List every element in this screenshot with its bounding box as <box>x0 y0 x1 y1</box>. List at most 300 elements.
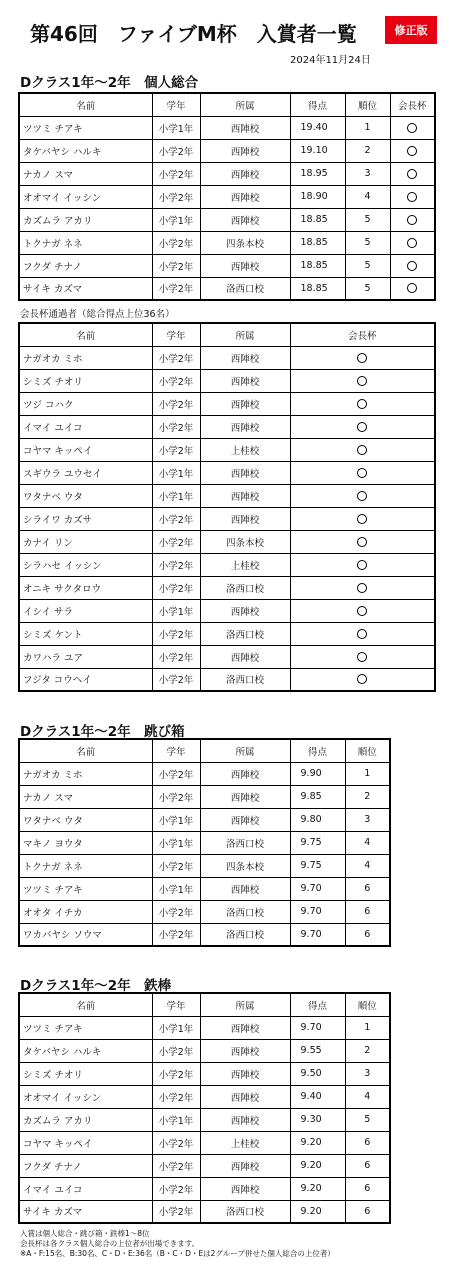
name-cell: ツジ コハク <box>19 392 152 415</box>
table-row <box>19 1177 390 1200</box>
overall-table-header <box>19 93 435 116</box>
grade-cell: 小学2年 <box>152 1085 200 1108</box>
table-row <box>19 553 435 576</box>
score-cell: 9.85 <box>290 785 345 808</box>
rank-cell: 2 <box>345 139 390 162</box>
club-cell: 西陣校 <box>200 139 290 162</box>
name-cell: ナガオカ ミホ <box>19 762 152 785</box>
name-cell: カナイ リン <box>19 530 152 553</box>
rank-cell: 5 <box>345 277 390 300</box>
club-cell: 洛西口校 <box>200 668 290 691</box>
grade-cell: 小学2年 <box>152 277 200 300</box>
circle-mark-icon <box>357 399 367 409</box>
table-row <box>19 831 390 854</box>
table-row <box>19 208 435 231</box>
cup-cell <box>290 346 435 369</box>
vault-section-title: Dクラス1年～2年 跳び箱 <box>20 724 185 740</box>
score-cell: 9.55 <box>290 1039 345 1062</box>
club-cell: 西陣校 <box>200 1016 290 1039</box>
table-row <box>19 415 435 438</box>
club-cell: 洛西口校 <box>200 622 290 645</box>
score-cell: 9.20 <box>290 1131 345 1154</box>
grade-cell: 小学1年 <box>152 808 200 831</box>
score-cell: 18.85 <box>290 254 345 277</box>
circle-mark-icon <box>407 238 417 248</box>
column-header: 得点 <box>290 739 345 762</box>
rank-cell: 5 <box>345 1108 390 1131</box>
cup-cell <box>290 369 435 392</box>
bar-table-header <box>19 993 390 1016</box>
name-cell: ツツミ チアキ <box>19 1016 152 1039</box>
circle-mark-icon <box>407 123 417 133</box>
grade-cell: 小学1年 <box>152 877 200 900</box>
grade-cell: 小学2年 <box>152 1200 200 1223</box>
club-cell: 四条本校 <box>200 231 290 254</box>
circle-mark-icon <box>407 215 417 225</box>
cup-cell <box>290 438 435 461</box>
column-header: 所属 <box>200 323 290 346</box>
table-row <box>19 900 390 923</box>
table-row <box>19 854 390 877</box>
column-header: 順位 <box>345 93 390 116</box>
bar-section-title: Dクラス1年～2年 鉄棒 <box>20 978 172 994</box>
table-row <box>19 254 435 277</box>
score-cell: 18.90 <box>290 185 345 208</box>
rank-cell: 2 <box>345 1039 390 1062</box>
score-cell: 9.20 <box>290 1200 345 1223</box>
cup-cell <box>290 576 435 599</box>
score-cell: 9.80 <box>290 808 345 831</box>
rank-cell: 6 <box>345 1154 390 1177</box>
table-row <box>19 461 435 484</box>
rank-cell: 2 <box>345 785 390 808</box>
circle-mark-icon <box>407 192 417 202</box>
column-header: 学年 <box>152 739 200 762</box>
column-header: 名前 <box>19 323 152 346</box>
overall-section-title: Dクラス1年～2年 個人総合 <box>20 75 199 91</box>
score-cell: 19.10 <box>290 139 345 162</box>
table-row <box>19 762 390 785</box>
grade-cell: 小学2年 <box>152 438 200 461</box>
name-cell: フクダ チナノ <box>19 254 152 277</box>
cup-cell <box>290 507 435 530</box>
table-row <box>19 162 435 185</box>
rank-cell: 4 <box>345 831 390 854</box>
rank-cell: 3 <box>345 1062 390 1085</box>
score-cell: 9.70 <box>290 923 345 946</box>
grade-cell: 小学2年 <box>152 507 200 530</box>
grade-cell: 小学2年 <box>152 1177 200 1200</box>
cup-pass-table-body <box>19 346 435 691</box>
grade-cell: 小学2年 <box>152 346 200 369</box>
rank-cell: 5 <box>345 208 390 231</box>
table-row <box>19 668 435 691</box>
circle-mark-icon <box>357 422 367 432</box>
grade-cell: 小学2年 <box>152 900 200 923</box>
name-cell: ナカノ スマ <box>19 162 152 185</box>
circle-mark-icon <box>357 376 367 386</box>
overall-table-body <box>19 116 435 300</box>
circle-mark-icon <box>357 583 367 593</box>
rank-cell: 6 <box>345 877 390 900</box>
name-cell: マキノ ヨウタ <box>19 831 152 854</box>
name-cell: フジタ コウヘイ <box>19 668 152 691</box>
grade-cell: 小学1年 <box>152 208 200 231</box>
table-row <box>19 599 435 622</box>
club-cell: 西陣校 <box>200 208 290 231</box>
circle-mark-icon <box>357 445 367 455</box>
circle-mark-icon <box>357 629 367 639</box>
header-row <box>19 993 390 1016</box>
grade-cell: 小学1年 <box>152 831 200 854</box>
grade-cell: 小学2年 <box>152 139 200 162</box>
score-cell: 9.75 <box>290 854 345 877</box>
score-cell: 9.70 <box>290 877 345 900</box>
score-cell: 18.85 <box>290 208 345 231</box>
name-cell: シミズ チオリ <box>19 1062 152 1085</box>
name-cell: シミズ ケント <box>19 622 152 645</box>
table-row <box>19 139 435 162</box>
table-row <box>19 231 435 254</box>
name-cell: ワタナベ ウタ <box>19 484 152 507</box>
name-cell: カワハラ ユア <box>19 645 152 668</box>
page-title: 第46回 ファイブM杯 入賞者一覧 <box>30 22 357 46</box>
rank-cell: 6 <box>345 900 390 923</box>
column-header: 名前 <box>19 739 152 762</box>
table-row <box>19 185 435 208</box>
grade-cell: 小学2年 <box>152 622 200 645</box>
column-header: 名前 <box>19 93 152 116</box>
circle-mark-icon <box>357 674 367 684</box>
column-header: 名前 <box>19 993 152 1016</box>
club-cell: 西陣校 <box>200 1062 290 1085</box>
score-cell: 9.20 <box>290 1177 345 1200</box>
revised-badge: 修正版 <box>385 16 437 44</box>
footnote-line: ※A・F:15名、B:30名、C・D・E:36名（B・C・D・Eは2グループ併せた個人総合の上位者） <box>20 1249 335 1258</box>
club-cell: 西陣校 <box>200 461 290 484</box>
grade-cell: 小学1年 <box>152 461 200 484</box>
name-cell: ワタナベ ウタ <box>19 808 152 831</box>
table-row <box>19 645 435 668</box>
column-header: 得点 <box>290 93 345 116</box>
column-header: 学年 <box>152 323 200 346</box>
name-cell: シラハセ イッシン <box>19 553 152 576</box>
name-cell: フクダ チナノ <box>19 1154 152 1177</box>
club-cell: 西陣校 <box>200 1085 290 1108</box>
cup-cell <box>390 231 435 254</box>
column-header: 所属 <box>200 93 290 116</box>
grade-cell: 小学2年 <box>152 185 200 208</box>
club-cell: 西陣校 <box>200 507 290 530</box>
column-header: 学年 <box>152 993 200 1016</box>
club-cell: 西陣校 <box>200 1039 290 1062</box>
name-cell: サイキ カズマ <box>19 1200 152 1223</box>
grade-cell: 小学2年 <box>152 254 200 277</box>
club-cell: 西陣校 <box>200 599 290 622</box>
grade-cell: 小学1年 <box>152 599 200 622</box>
cup-pass-note: 会長杯通過者（総合得点上位36名） <box>20 309 175 320</box>
grade-cell: 小学1年 <box>152 484 200 507</box>
table-row <box>19 507 435 530</box>
rank-cell: 6 <box>345 1200 390 1223</box>
rank-cell: 4 <box>345 1085 390 1108</box>
club-cell: 西陣校 <box>200 254 290 277</box>
score-cell: 9.75 <box>290 831 345 854</box>
cup-cell <box>390 254 435 277</box>
club-cell: 洛西口校 <box>200 1200 290 1223</box>
grade-cell: 小学2年 <box>152 854 200 877</box>
club-cell: 西陣校 <box>200 162 290 185</box>
club-cell: 西陣校 <box>200 1154 290 1177</box>
table-row <box>19 1039 390 1062</box>
circle-mark-icon <box>407 169 417 179</box>
circle-mark-icon <box>357 560 367 570</box>
rank-cell: 1 <box>345 116 390 139</box>
vault-results-table <box>18 738 391 947</box>
name-cell: オオマイ イッシン <box>19 1085 152 1108</box>
club-cell: 西陣校 <box>200 415 290 438</box>
name-cell: ツツミ チアキ <box>19 877 152 900</box>
table-row <box>19 877 390 900</box>
footnote-line: 会長杯は各クラス個人総合の上位者が出場できます。 <box>20 1239 200 1248</box>
cup-cell <box>290 484 435 507</box>
club-cell: 洛西口校 <box>200 923 290 946</box>
club-cell: 西陣校 <box>200 645 290 668</box>
grade-cell: 小学1年 <box>152 1108 200 1131</box>
circle-mark-icon <box>357 353 367 363</box>
grade-cell: 小学2年 <box>152 762 200 785</box>
grade-cell: 小学2年 <box>152 553 200 576</box>
circle-mark-icon <box>407 283 417 293</box>
table-row <box>19 277 435 300</box>
grade-cell: 小学2年 <box>152 668 200 691</box>
table-row <box>19 1062 390 1085</box>
column-header: 会長杯 <box>390 93 435 116</box>
club-cell: 西陣校 <box>200 1108 290 1131</box>
rank-cell: 4 <box>345 185 390 208</box>
name-cell: シライワ カズサ <box>19 507 152 530</box>
name-cell: オオマイ イッシン <box>19 185 152 208</box>
column-header: 学年 <box>152 93 200 116</box>
overall-results-table <box>18 92 436 301</box>
club-cell: 西陣校 <box>200 785 290 808</box>
cup-cell <box>290 461 435 484</box>
table-row <box>19 369 435 392</box>
name-cell: トクナガ ネネ <box>19 231 152 254</box>
bar-table-body <box>19 1016 390 1223</box>
rank-cell: 1 <box>345 1016 390 1039</box>
club-cell: 洛西口校 <box>200 277 290 300</box>
table-row <box>19 438 435 461</box>
cup-cell <box>390 139 435 162</box>
rank-cell: 3 <box>345 808 390 831</box>
name-cell: シミズ チオリ <box>19 369 152 392</box>
name-cell: ワカバヤシ ソウマ <box>19 923 152 946</box>
score-cell: 18.95 <box>290 162 345 185</box>
grade-cell: 小学2年 <box>152 415 200 438</box>
score-cell: 18.85 <box>290 231 345 254</box>
club-cell: 西陣校 <box>200 1177 290 1200</box>
circle-mark-icon <box>357 491 367 501</box>
column-header: 順位 <box>345 739 390 762</box>
score-cell: 9.90 <box>290 762 345 785</box>
footnotes <box>20 1229 335 1259</box>
grade-cell: 小学2年 <box>152 1039 200 1062</box>
cup-pass-table <box>18 322 436 692</box>
rank-cell: 6 <box>345 1177 390 1200</box>
table-row <box>19 346 435 369</box>
table-row <box>19 808 390 831</box>
grade-cell: 小学2年 <box>152 1131 200 1154</box>
name-cell: イマイ ユイコ <box>19 1177 152 1200</box>
name-cell: ツツミ チアキ <box>19 116 152 139</box>
column-header: 所属 <box>200 739 290 762</box>
name-cell: タケバヤシ ハルキ <box>19 139 152 162</box>
table-row <box>19 923 390 946</box>
cup-cell <box>290 668 435 691</box>
footnote-line: 入賞は個人総合・跳び箱・鉄棒1～8位 <box>20 1229 150 1238</box>
name-cell: オニキ サクタロウ <box>19 576 152 599</box>
grade-cell: 小学2年 <box>152 923 200 946</box>
club-cell: 四条本校 <box>200 854 290 877</box>
cup-cell <box>390 277 435 300</box>
name-cell: スギウラ ユウセイ <box>19 461 152 484</box>
club-cell: 上桂校 <box>200 438 290 461</box>
grade-cell: 小学2年 <box>152 369 200 392</box>
table-row <box>19 1085 390 1108</box>
table-row <box>19 576 435 599</box>
club-cell: 上桂校 <box>200 1131 290 1154</box>
cup-cell <box>290 645 435 668</box>
rank-cell: 6 <box>345 1131 390 1154</box>
grade-cell: 小学2年 <box>152 1154 200 1177</box>
rank-cell: 5 <box>345 254 390 277</box>
name-cell: コヤマ キッペイ <box>19 438 152 461</box>
table-row <box>19 1200 390 1223</box>
vault-table-header <box>19 739 390 762</box>
club-cell: 西陣校 <box>200 369 290 392</box>
column-header: 順位 <box>345 993 390 1016</box>
cup-cell <box>390 116 435 139</box>
club-cell: 西陣校 <box>200 346 290 369</box>
cup-pass-table-header <box>19 323 435 346</box>
name-cell: サイキ カズマ <box>19 277 152 300</box>
score-cell: 18.85 <box>290 277 345 300</box>
score-cell: 9.30 <box>290 1108 345 1131</box>
club-cell: 洛西口校 <box>200 576 290 599</box>
score-cell: 9.40 <box>290 1085 345 1108</box>
club-cell: 西陣校 <box>200 808 290 831</box>
score-cell: 9.70 <box>290 900 345 923</box>
name-cell: カズムラ アカリ <box>19 208 152 231</box>
club-cell: 洛西口校 <box>200 900 290 923</box>
header-row <box>19 323 435 346</box>
score-cell: 9.20 <box>290 1154 345 1177</box>
name-cell: イシイ サラ <box>19 599 152 622</box>
grade-cell: 小学2年 <box>152 530 200 553</box>
club-cell: 四条本校 <box>200 530 290 553</box>
vault-table-body <box>19 762 390 946</box>
grade-cell: 小学2年 <box>152 392 200 415</box>
name-cell: ナカノ スマ <box>19 785 152 808</box>
table-row <box>19 785 390 808</box>
table-row <box>19 484 435 507</box>
grade-cell: 小学1年 <box>152 1016 200 1039</box>
circle-mark-icon <box>407 261 417 271</box>
column-header: 得点 <box>290 993 345 1016</box>
circle-mark-icon <box>357 537 367 547</box>
column-header: 所属 <box>200 993 290 1016</box>
rank-cell: 3 <box>345 162 390 185</box>
name-cell: ナガオカ ミホ <box>19 346 152 369</box>
cup-cell <box>290 553 435 576</box>
grade-cell: 小学2年 <box>152 645 200 668</box>
grade-cell: 小学2年 <box>152 1062 200 1085</box>
club-cell: 洛西口校 <box>200 831 290 854</box>
cup-cell <box>390 185 435 208</box>
table-row <box>19 1154 390 1177</box>
circle-mark-icon <box>357 606 367 616</box>
name-cell: カズムラ アカリ <box>19 1108 152 1131</box>
name-cell: オオタ イチカ <box>19 900 152 923</box>
rank-cell: 4 <box>345 854 390 877</box>
score-cell: 9.70 <box>290 1016 345 1039</box>
rank-cell: 1 <box>345 762 390 785</box>
grade-cell: 小学2年 <box>152 231 200 254</box>
header-row <box>19 739 390 762</box>
event-date: 2024年11月24日 <box>290 55 371 66</box>
header-row <box>19 93 435 116</box>
score-cell: 9.50 <box>290 1062 345 1085</box>
name-cell: イマイ ユイコ <box>19 415 152 438</box>
table-row <box>19 622 435 645</box>
cup-cell <box>290 392 435 415</box>
table-row <box>19 530 435 553</box>
name-cell: タケバヤシ ハルキ <box>19 1039 152 1062</box>
grade-cell: 小学1年 <box>152 116 200 139</box>
club-cell: 西陣校 <box>200 185 290 208</box>
cup-cell <box>290 415 435 438</box>
grade-cell: 小学2年 <box>152 162 200 185</box>
club-cell: 西陣校 <box>200 484 290 507</box>
circle-mark-icon <box>357 652 367 662</box>
cup-cell <box>290 599 435 622</box>
rank-cell: 6 <box>345 923 390 946</box>
cup-cell <box>290 622 435 645</box>
rank-cell: 5 <box>345 231 390 254</box>
cup-cell <box>290 530 435 553</box>
circle-mark-icon <box>407 146 417 156</box>
table-row <box>19 1131 390 1154</box>
club-cell: 西陣校 <box>200 877 290 900</box>
circle-mark-icon <box>357 514 367 524</box>
name-cell: トクナガ ネネ <box>19 854 152 877</box>
club-cell: 上桂校 <box>200 553 290 576</box>
name-cell: コヤマ キッペイ <box>19 1131 152 1154</box>
club-cell: 西陣校 <box>200 762 290 785</box>
circle-mark-icon <box>357 468 367 478</box>
score-cell: 19.40 <box>290 116 345 139</box>
table-row <box>19 116 435 139</box>
bar-results-table <box>18 992 391 1224</box>
club-cell: 西陣校 <box>200 392 290 415</box>
column-header: 会長杯 <box>290 323 435 346</box>
club-cell: 西陣校 <box>200 116 290 139</box>
cup-cell <box>390 162 435 185</box>
grade-cell: 小学2年 <box>152 785 200 808</box>
cup-cell <box>390 208 435 231</box>
table-row <box>19 1108 390 1131</box>
